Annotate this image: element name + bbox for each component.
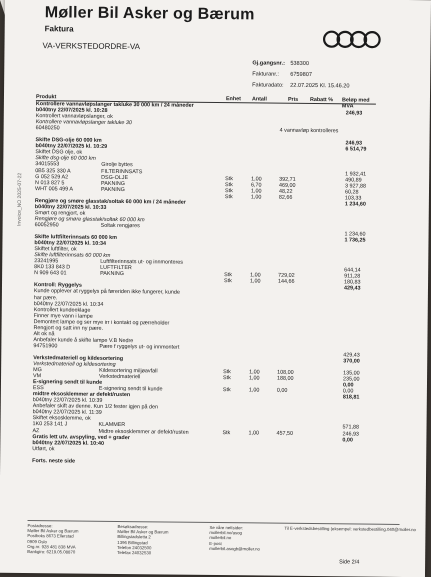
- line-t: b040tny 22/07/2025 kl. 10:34: [33, 300, 104, 308]
- meta-row: [252, 80, 350, 92]
- line-enhet: Stk: [222, 429, 231, 436]
- line-antall: 1,00: [248, 387, 260, 394]
- line-t: Verkstedmateriell og kildesortering: [33, 355, 124, 363]
- line-desc: KLAMMER: [98, 422, 126, 429]
- line-t: 23241995: [34, 258, 59, 265]
- footer-email: [284, 526, 416, 533]
- line-pris: 82,66: [278, 194, 293, 201]
- col-pris: Pris: [287, 96, 299, 103]
- footer-line: mollerbil.no/asog: [209, 530, 242, 536]
- line-pris: 0,00: [276, 387, 288, 394]
- line-enhet: Stk: [224, 193, 233, 200]
- meta-value: 538300: [290, 60, 310, 67]
- line-t: Kontrollert kundeeklage: [33, 306, 91, 314]
- line-enhet: Stk: [223, 369, 231, 376]
- line-desc: DSG-OLJE: [101, 174, 129, 181]
- line-antall: 1,00: [250, 188, 262, 195]
- line-t: Rengjort og satt inn ny pære.: [33, 324, 104, 332]
- line-belop: 0,00: [342, 436, 353, 444]
- line-pris: 469,00: [279, 182, 296, 189]
- col-belop: Beløp med MVA: [341, 97, 370, 110]
- line-belop: 1 234,60: [344, 231, 366, 238]
- footer-line: 1396 Billingstad: [117, 539, 148, 545]
- line-t: 34015553: [35, 161, 60, 168]
- line-t: Finner mye vann i lampe: [33, 312, 93, 320]
- line-t: VM: [33, 373, 42, 380]
- side-caption: Invoice_NO 2025-07-22: [16, 172, 24, 226]
- footer-line: Besøksadresse:: [117, 523, 149, 530]
- footer-line: Møller Bil Asker og Bærum: [117, 529, 169, 535]
- line-t: Kontrollere vannavløpslanger takluke 30 000 km / 24 måneder: [35, 101, 194, 109]
- line-t: Anbefaler kunde å skifte lampe V.B Nedre: [33, 336, 134, 344]
- line-t: Skiftet DSG olje, ok: [35, 149, 83, 156]
- col-produkt: Produkt: [35, 94, 57, 101]
- line-enhet: Stk: [225, 181, 233, 188]
- line-t: Kunde opplever at ryggelys på føreriden ikke fungerer, kunde: [33, 288, 180, 297]
- line-t: G 052 529 A2: [35, 173, 69, 181]
- line-belop: 1 234,60: [344, 201, 366, 208]
- line-t: Skiftet luftfilter, ok: [34, 246, 77, 253]
- line-t: AZ: [32, 427, 40, 434]
- line-t: b040tny 22/07/2025 kl. 10:40: [32, 439, 105, 447]
- line-t: 60480250: [35, 125, 60, 132]
- invoice-lines: [32, 101, 376, 467]
- line-t: Anbefaler skift av denne. Kun 1/2 fester igjen på den: [32, 403, 159, 411]
- line-desc: Kildesortering miljøavfall: [99, 367, 158, 375]
- line-belop: 644,14: [344, 267, 361, 274]
- line-pris: 108,00: [277, 369, 294, 376]
- line-t: Skifte dsg-olje 60 000 km: [35, 155, 96, 163]
- footer-web: [209, 525, 260, 552]
- line-t: Skifte DSG-olje 60 000 km: [35, 137, 102, 145]
- line-t: b040tny 22/07/2025 kl. 10:39: [32, 397, 103, 405]
- line-antall: 1,00: [250, 194, 262, 201]
- line-pris: 729,02: [278, 272, 295, 280]
- footer-line: E-post: [209, 540, 222, 546]
- line-t: Kontroll: Ryggelys: [33, 282, 82, 290]
- line-desc: PAKNING: [100, 271, 125, 278]
- line-t: Kontrollert vannavløpslanger, ok: [35, 113, 113, 121]
- line-belop: 6 514,79: [345, 146, 367, 153]
- line-t: Kontrollere vannavløpslanger takluke 30: [35, 119, 132, 127]
- line-belop: 180,83: [344, 279, 361, 286]
- line-antall: 1,00: [248, 429, 259, 436]
- line-t: b040tny 22/07/2025 kl. 10:34: [34, 240, 107, 247]
- line-belop: 429,43: [343, 352, 360, 359]
- line-antall: 6,70: [251, 181, 262, 189]
- line-belop: 911,28: [344, 273, 361, 280]
- line-t: Smørt og rengjort, ok: [34, 209, 86, 217]
- footer-visit: [117, 524, 168, 556]
- line-antall: 1,00: [250, 272, 261, 279]
- line-enhet: Stk: [223, 375, 231, 382]
- line-desc: Verkstedmateriell: [99, 373, 141, 381]
- line-enhet: Stk: [224, 272, 232, 279]
- line-t: b040tny 22/07/2025 kl. 10:29: [35, 143, 108, 151]
- invoice-meta: [252, 58, 350, 92]
- line-belop: 370,00: [343, 358, 360, 365]
- line-belop: 246,93: [342, 430, 359, 438]
- line-belop: 0,00: [342, 388, 354, 395]
- col-rabatt: Rabatt %: [309, 96, 334, 104]
- line-desc: Midtre eksosklemmer ar defekt/rusten: [98, 428, 189, 436]
- line-desc: PAKNING: [100, 186, 125, 193]
- footer-line: Telefax 24032530: [117, 550, 152, 556]
- line-belop: 103,33: [344, 195, 362, 202]
- line-pris: 457,50: [276, 430, 293, 437]
- line-desc: E-signering sendt til kunde: [98, 385, 163, 393]
- line-pris: 4 vannavløp kontrolleres: [279, 127, 339, 135]
- line-pris: 188,00: [277, 375, 294, 382]
- line-t: Verkstedmateriell og kildesortering: [33, 361, 116, 368]
- line-antall: 1,00: [250, 278, 261, 285]
- line-pris: 144,66: [278, 279, 295, 286]
- line-t: Rengjøre og smøre glasstak/soltak 60 000 km: [34, 215, 145, 224]
- footer-line: mollerbil.no: [209, 535, 232, 541]
- company-name: Møller Bil Asker og Bærum: [44, 4, 255, 24]
- order-title: VA-VERKSTEDORDRE-VA: [42, 41, 141, 52]
- line-belop: 429,43: [343, 285, 361, 292]
- footer-line: Postadresse:: [27, 523, 53, 529]
- meta-label: Fakturadato:: [252, 82, 284, 89]
- line-desc: PAKNING: [101, 180, 125, 187]
- line-pris: 48,22: [278, 188, 293, 195]
- line-desc: LUFTFILTER: [100, 265, 132, 272]
- line-enhet: Stk: [222, 387, 231, 394]
- col-enhet: Enhet: [225, 96, 241, 103]
- line-t: E-signering sendt til kunde: [32, 379, 103, 386]
- line-t: Alt ok nå: [33, 330, 55, 338]
- line-belop: 60,28: [344, 189, 359, 196]
- line-belop: 235,00: [343, 376, 360, 383]
- line-belop: 571,88: [342, 424, 360, 432]
- line-t: 1K0 253 141 J: [32, 421, 68, 428]
- line-belop: 246,93: [345, 110, 363, 117]
- line-desc: FILTERINNSATS: [101, 168, 143, 175]
- line-antall: 1,00: [251, 175, 262, 183]
- meta-value: 22.07.2025 Kl. 15.46.20: [290, 82, 350, 90]
- line-t: N 013 827 5: [35, 179, 65, 187]
- line-belop: 1 736,25: [344, 237, 366, 244]
- line-t: Skifte luftfilterinnsats 60 000 km: [34, 252, 111, 260]
- line-belop: 246,93: [345, 140, 363, 147]
- line-t: Skifte luftfilterinnsats 60 000 km: [34, 234, 117, 242]
- line-belop: 1 932,41: [345, 170, 367, 178]
- footer-line: Til E-verkstedsbestilling (eksempel: verkstedbestilling.040@moller.no: [284, 525, 416, 533]
- footer-line: Møller Bil Asker og Bærum: [27, 528, 79, 534]
- line-pris: 392,71: [279, 176, 296, 183]
- line-belop: 490,89: [345, 176, 362, 184]
- line-belop: 3 927,88: [345, 182, 367, 190]
- line-enhet: Stk: [225, 175, 233, 182]
- line-desc: Pære f ryggelys ut- og innmontert: [99, 343, 180, 351]
- line-t: WHT 005 499 A: [34, 185, 74, 193]
- footer-line: Telefon 24032500: [117, 544, 152, 551]
- meta-label: Fakturanr.:: [252, 71, 280, 78]
- line-belop: 135,00: [343, 370, 360, 377]
- line-desc: Girolje byttes: [101, 162, 133, 169]
- meta-value: 6759807: [290, 71, 313, 79]
- line-t: b040tny 22/07/2025 kl. 10:33: [34, 203, 107, 211]
- line-t: 0B5 325 330 A: [35, 167, 71, 174]
- line-t: 60052950: [34, 222, 59, 229]
- line-t: Utført, ok: [32, 445, 55, 452]
- footer-line: 0909 Oslo: [27, 538, 47, 544]
- footer-line: mollerbil.asogb@moller.no: [209, 545, 260, 552]
- line-t: Gratis lett utv. avspyling, ved + grader: [32, 433, 130, 441]
- line-t: 8K0 133 843 D: [34, 264, 71, 271]
- line-t: b040tny 22/07/2025 kl. 11:39: [32, 409, 102, 417]
- footer-line: Org.nr. 928 481 838 MVA: [27, 543, 76, 550]
- line-t: har pære.: [33, 294, 58, 301]
- footer-line: Bankgiro: 6219.05.08870: [27, 549, 76, 555]
- footer-line: Postboks 8673 Ellerstad: [27, 533, 74, 539]
- line-belop: 818,81: [342, 394, 360, 401]
- line-antall: 1,00: [249, 369, 260, 376]
- audi-rings-logo: [322, 29, 382, 50]
- footer-postal: [27, 523, 78, 555]
- line-enhet: Stk: [224, 278, 232, 285]
- footer-line: Billingstadsletta 2: [117, 534, 151, 540]
- line-t: Rengjøre og smøre glasstak/soltak 60 000 km / 24 måneder: [34, 197, 186, 206]
- meta-label: Gj.gangsnr.:: [252, 60, 286, 67]
- line-t: N 909 643 01: [34, 270, 67, 277]
- line-t: Demontert lampe og ser mye irr i kontakt og pærreholder: [33, 318, 170, 327]
- line-desc: Luftfilterinnsats ut- og innmonteres: [100, 259, 183, 266]
- line-t: ESS: [32, 385, 44, 392]
- line-t: 94751900: [33, 342, 58, 350]
- line-t: midtre eksosklemmer ar defekt/rusten: [32, 391, 131, 399]
- line-t: Skiftet eksosklemme, ok: [32, 415, 91, 423]
- line-enhet: Stk: [224, 187, 233, 194]
- line-desc: Soltak rengjøres: [100, 222, 140, 230]
- line-t: MG: [33, 367, 42, 374]
- line-belop: 0,00: [342, 382, 354, 389]
- document-type: Faktura: [44, 24, 74, 34]
- col-antall: Antall: [251, 96, 267, 103]
- footer-line: Se våre nettsider:: [209, 524, 244, 531]
- line-t: b040tny 22/07/2025 kl. 10:28: [35, 107, 108, 114]
- page-number: Side 2/4: [339, 559, 360, 566]
- line-antall: 1,00: [249, 375, 260, 382]
- line-t: Forts. neste side: [32, 457, 76, 465]
